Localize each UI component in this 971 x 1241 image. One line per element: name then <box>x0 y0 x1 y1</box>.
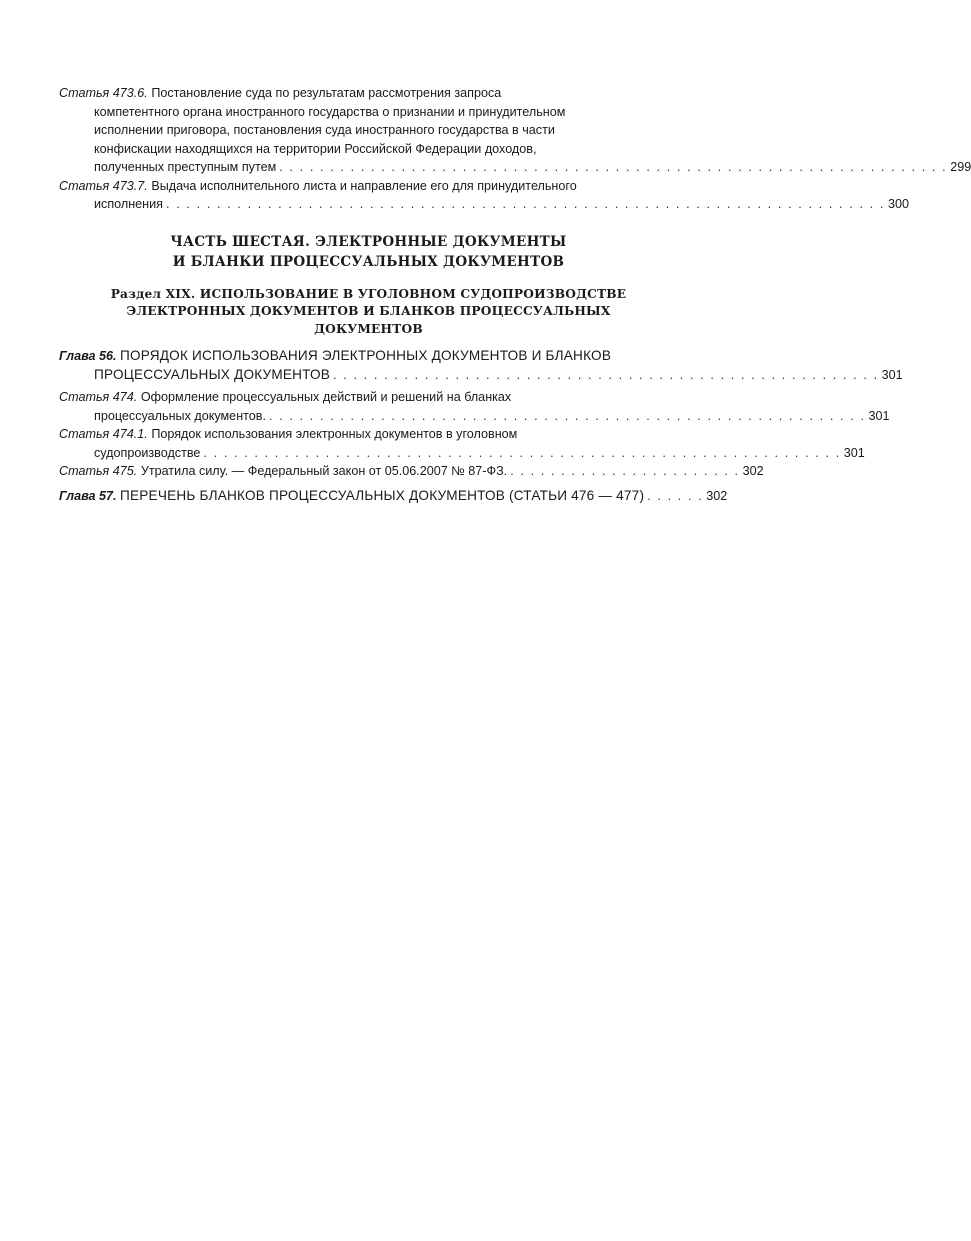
chapter-label: Глава 57. <box>59 488 117 503</box>
toc-entry-473-6 <box>59 84 971 177</box>
toc-chapter-57 <box>59 487 728 506</box>
entry-title: Порядок использования электронных документов в уголовном <box>151 427 518 441</box>
part-title-line: ЧАСТЬ ШЕСТАЯ. ЭЛЕКТРОННЫЕ ДОКУМЕНТЫ <box>170 233 567 250</box>
section-title-line: ЭЛЕКТРОННЫХ ДОКУМЕНТОВ И БЛАНКОВ ПРОЦЕССУАЛЬНЫХ <box>126 304 611 318</box>
part-title-line: И БЛАНКИ ПРОЦЕССУАЛЬНЫХ ДОКУМЕНТОВ <box>172 253 565 270</box>
entry-line: исполнения <box>94 197 163 211</box>
entry-label: Статья 473.7. <box>59 178 148 193</box>
page-number: 299 <box>950 160 971 174</box>
dot-leader: . . . . . . . . . . . . . . . . . . . . . . . . . . . . . . . . . . . . . . . . . . . . . . . . . . . . . . . . . . . . . . . . . . <box>279 160 948 174</box>
toc-entry-475 <box>59 462 764 481</box>
entry-label: Статья 474.1. <box>59 427 148 441</box>
entry-line: исполнении приговора, постановления суда иностранного государства в части <box>94 123 555 137</box>
entry-first-line <box>59 462 507 481</box>
entry-first-line <box>59 425 678 444</box>
chapter-title: ПЕРЕЧЕНЬ БЛАНКОВ ПРОЦЕССУАЛЬНЫХ ДОКУМЕНТОВ (СТАТЬИ 476 — 477) <box>120 487 645 503</box>
chapter-label: Глава 56. <box>59 349 117 363</box>
entry-label: Статья 475. <box>59 464 138 478</box>
entry-last-line <box>59 407 890 426</box>
entry-title: Утратила силу. — Федеральный закон от 05.06.2007 № 87-ФЗ. <box>140 464 508 478</box>
entry-label: Статья 474. <box>59 390 138 404</box>
page-number: 301 <box>843 445 865 460</box>
part-title <box>59 232 678 272</box>
dot-leader: . . . . . . . . . . . . . . . . . . . . . . . . . . . . . . . . . . . . . . . . . . . . . . . . . . . . . . . . . . . <box>268 408 866 423</box>
section-title-line: Раздел XIX. ИСПОЛЬЗОВАНИЕ В УГОЛОВНОМ СУДОПРОИЗВОДСТВЕ <box>110 286 627 301</box>
entry-first-line <box>59 84 678 103</box>
toc-entry-474 <box>59 388 890 425</box>
entry-first-line <box>59 347 678 366</box>
page-number: 300 <box>887 197 909 211</box>
dot-leader: . . . . . . . . . . . . . . . . . . . . . . . . . . . . . . . . . . . . . . . . . . . . . . . . . . . . . . . . . . . . . . . <box>203 445 841 460</box>
entry-first-line <box>59 177 678 196</box>
entry-line: конфискации находящихся на территории Российской Федерации доходов, <box>94 141 537 156</box>
entry-line: ПРОЦЕССУАЛЬНЫХ ДОКУМЕНТОВ <box>94 366 331 382</box>
toc-page <box>59 84 971 505</box>
dot-leader: . . . . . . . . . . . . . . . . . . . . . . . <box>510 464 740 478</box>
page-number: 302 <box>742 464 764 478</box>
page-number: 301 <box>881 367 903 382</box>
page-number: 302 <box>706 488 728 503</box>
section-title <box>59 286 678 339</box>
section-title-line: ДОКУМЕНТОВ <box>314 321 423 336</box>
toc-entry-473-7 <box>59 177 909 214</box>
entry-first-line <box>59 388 678 407</box>
entry-line: процессуальных документов. <box>94 408 266 423</box>
entry-last-line <box>59 158 971 177</box>
entry-last-line <box>59 195 909 214</box>
entry-last-line <box>59 366 903 385</box>
dot-leader: . . . . . . <box>647 488 704 503</box>
entry-title: Постановление суда по результатам рассмотрения запроса <box>151 86 502 100</box>
entry-line: судопроизводстве <box>94 445 201 460</box>
toc-chapter-56 <box>59 347 903 384</box>
page-number: 301 <box>868 408 890 423</box>
entry-last-line <box>59 444 865 463</box>
entry-title: Выдача исполнительного листа и направление его для принудительного <box>151 178 577 193</box>
spacer <box>59 338 678 347</box>
entry-first-line <box>59 487 644 506</box>
entry-label: Статья 473.6. <box>59 86 148 100</box>
dot-leader: . . . . . . . . . . . . . . . . . . . . . . . . . . . . . . . . . . . . . . . . . . . . . . . . . . . . . . . . . . . . . . . . . . . . . . . <box>166 197 885 211</box>
entry-title: Оформление процессуальных действий и решений на бланках <box>140 390 512 404</box>
entry-line: компетентного органа иностранного государства о признании и принудительном <box>94 104 566 119</box>
dot-leader: . . . . . . . . . . . . . . . . . . . . . . . . . . . . . . . . . . . . . . . . . . . . . . . . . . . . . . <box>333 367 879 382</box>
entry-line: полученных преступным путем <box>94 160 277 174</box>
chapter-title: ПОРЯДОК ИСПОЛЬЗОВАНИЯ ЭЛЕКТРОННЫХ ДОКУМЕНТОВ И БЛАНКОВ <box>120 348 612 363</box>
toc-entry-474-1 <box>59 425 865 462</box>
